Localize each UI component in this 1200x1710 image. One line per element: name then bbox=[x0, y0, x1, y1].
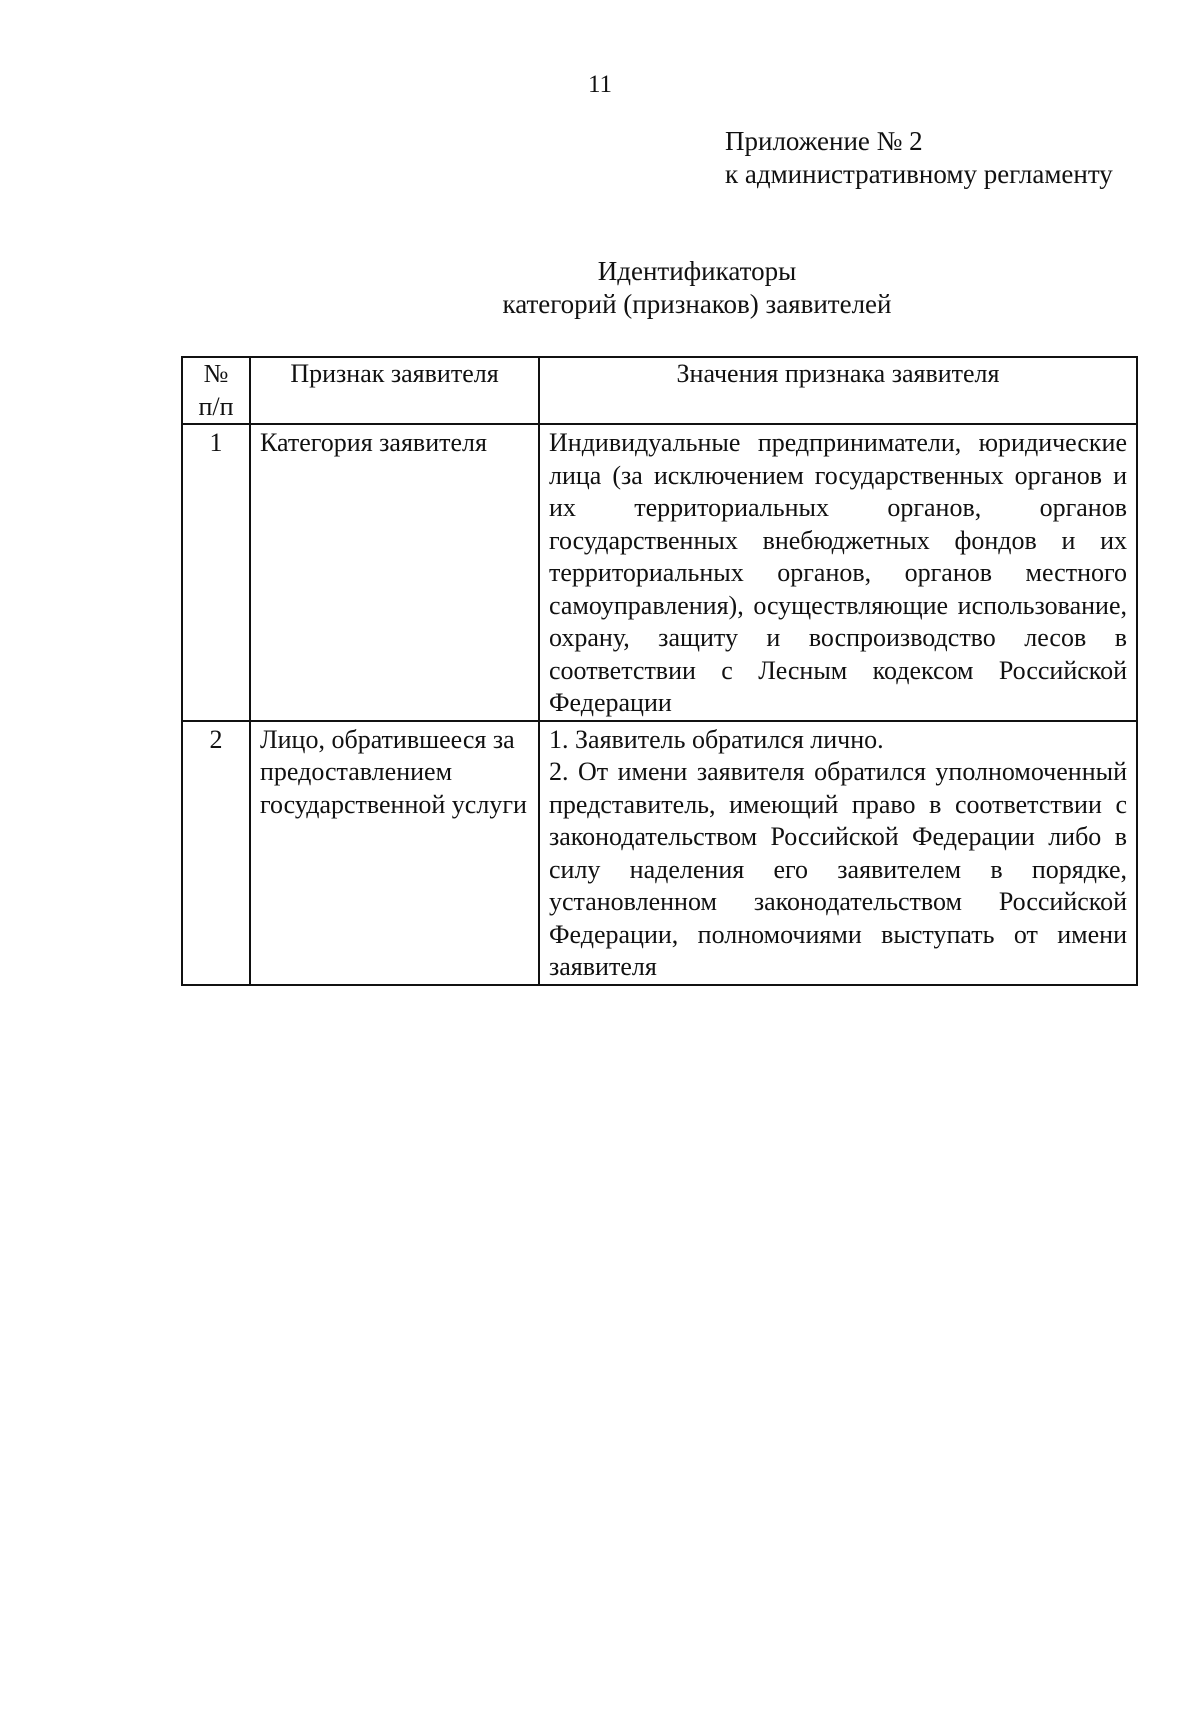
title-line-1: Идентификаторы bbox=[597, 256, 797, 286]
header-number-abbr: п/п bbox=[198, 391, 234, 421]
value-item: Индивидуальные предприниматели, юридические лица (за исключением государственных органов и их территориальных органов, органов государственных внебюджетных фондов и их территориальных органов, органов местного самоуправления), осуществляющие использование, охрану, защиту и воспроизводство лесов в соответствии с Лесным кодексом Российской Федерации bbox=[549, 428, 1127, 717]
identifiers-table bbox=[181, 356, 1138, 986]
row-values bbox=[539, 424, 1137, 721]
row-number: 2 bbox=[182, 721, 250, 985]
appendix-line-1: Приложение № 2 bbox=[725, 126, 923, 156]
header-number-sign: № bbox=[203, 359, 229, 388]
row-attribute: Лицо, обратившееся за предоставлением государственной услуги bbox=[250, 721, 539, 985]
row-attribute: Категория заявителя bbox=[250, 424, 539, 721]
header-attribute: Признак заявителя bbox=[250, 357, 539, 424]
table-header-row bbox=[182, 357, 1137, 424]
row-number: 1 bbox=[182, 424, 250, 721]
value-item: 2. От имени заявителя обратился уполномоченный представитель, имеющий право в соответствии с законодательством Российской Федерации либо в силу наделения его заявителем в порядке, установленном законодательством Российской Федерации, полномочиями выступать от имени заявителя bbox=[549, 757, 1127, 981]
row-values bbox=[539, 721, 1137, 985]
value-item: 1. Заявитель обратился лично. bbox=[549, 724, 884, 754]
appendix-note bbox=[725, 125, 1113, 191]
title-line-2: категорий (признаков) заявителей bbox=[502, 289, 892, 319]
table-row bbox=[182, 424, 1137, 721]
table-row bbox=[182, 721, 1137, 985]
appendix-line-2: к административному регламенту bbox=[725, 159, 1113, 189]
document-title bbox=[0, 255, 1200, 321]
page-number: 11 bbox=[587, 71, 613, 98]
header-number bbox=[182, 357, 250, 424]
header-values: Значения признака заявителя bbox=[539, 357, 1137, 424]
